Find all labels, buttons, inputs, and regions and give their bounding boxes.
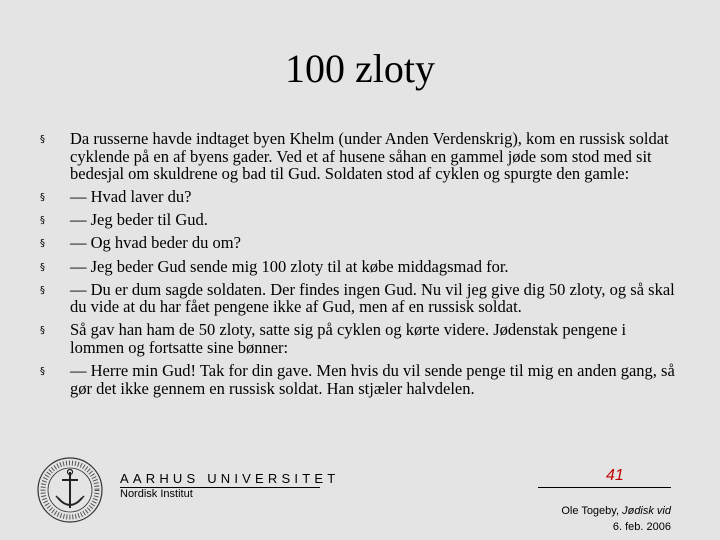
author-line	[561, 504, 671, 518]
bullet-text: — Jeg beder Gud sende mig 100 zloty til at købe middagsmad for.	[70, 256, 509, 276]
bullet-item	[40, 321, 680, 356]
bullet-item	[40, 234, 680, 252]
bullet-text: — Hvad laver du?	[70, 187, 192, 207]
bullet-item	[40, 130, 680, 183]
bullet-marker-icon: §	[40, 215, 45, 227]
bullet-list	[40, 130, 680, 403]
bullet-marker-icon: §	[40, 261, 45, 273]
bullet-item	[40, 362, 680, 397]
bullet-item	[40, 258, 680, 276]
university-name: AARHUS UNIVERSITET	[120, 471, 340, 486]
university-seal-icon	[36, 456, 104, 524]
bullet-text: — Herre min Gud! Tak for din gave. Men hvis du vil sende penge til mig en anden gang, så gør det ikke gennem en russisk soldat. Han stjæler halvdelen.	[70, 361, 675, 398]
author-name: Ole Togeby,	[561, 505, 623, 517]
bullet-text: — Du er dum sagde soldaten. Der findes ingen Gud. Nu vil jeg give dig 50 zloty, og så skal du vide at du har fået pengene ikke af Gud, men af en russisk soldat.	[70, 279, 675, 317]
date: 6. feb. 2006	[612, 521, 671, 533]
bullet-marker-icon: §	[40, 192, 45, 204]
bullet-text: Da russerne havde indtaget byen Khelm (under Anden Verdenskrig), kom en russisk soldat cyklende på en af byens gader. Ved et af husene såhan en gammel jøde som stod med sit bedesjal om skuldrene og bad til Gud. Soldaten stod af cyklen og spurgte den gamle:	[70, 129, 669, 184]
bullet-item	[40, 281, 680, 316]
bullet-marker-icon: §	[40, 325, 45, 337]
bullet-text: Så gav han ham de 50 zloty, satte sig på cyklen og kørte videre. Jødenstak pengene i lommen og fortsatte sine bønner:	[70, 320, 627, 357]
author-work: Jødisk vid	[622, 505, 671, 517]
bullet-marker-icon: §	[40, 134, 45, 145]
footer-rule-right	[538, 487, 671, 488]
bullet-text: — Jeg beder til Gud.	[70, 210, 208, 230]
bullet-item	[40, 188, 680, 206]
bullet-item	[40, 211, 680, 229]
bullet-marker-icon: §	[40, 238, 45, 250]
bullet-marker-icon: §	[40, 284, 45, 296]
page-number: 41	[606, 467, 624, 484]
slide-title: 100 zloty	[285, 46, 435, 91]
bullet-text: — Og hvad beder du om?	[70, 233, 241, 253]
bullet-marker-icon: §	[40, 366, 45, 378]
institute-name: Nordisk Institut	[120, 488, 193, 500]
